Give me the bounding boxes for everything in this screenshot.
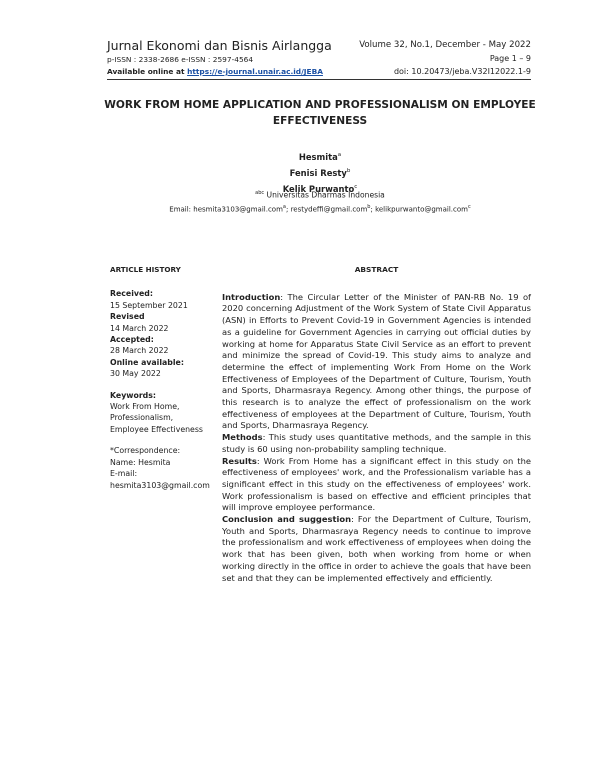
abstract-heading: ABSTRACT (354, 265, 399, 274)
author: Hesmita$^a$ (298, 151, 342, 162)
article-history-heading: ARTICLE HISTORY (110, 265, 181, 274)
received-label: Received: (110, 289, 153, 299)
online-label: Online available: (110, 357, 184, 367)
revised-date: 14 March 2022 (110, 323, 169, 333)
online-date: 30 May 2022 (110, 369, 161, 379)
revised-label: Revised (110, 312, 145, 322)
keyword: Work From Home, (110, 402, 180, 412)
author: Fenisi Resty$^b$ (289, 167, 351, 178)
author-list (100, 148, 540, 195)
available-label: Available online at (107, 67, 188, 76)
correspondence-label: *Correspondence: (110, 446, 181, 456)
author: Kelik Purwanto$^c$ (282, 183, 358, 194)
accepted-label: Accepted: (110, 335, 154, 345)
journal-name: Jurnal Ekonomi dan Bisnis Airlangga (107, 38, 332, 53)
issn-info: p-ISSN : 2338-2686 e-ISSN : 2597-4564 (107, 55, 254, 64)
affiliation: $^{abc}$ Universitas Dharmas Indonesia (255, 190, 385, 200)
paper-title (100, 97, 540, 129)
page-range: Page 1 – 9 (489, 54, 531, 63)
title-line-2: EFFECTIVENESS (272, 115, 368, 127)
abstract-introduction: Introduction: The Circular Letter of the Minister of PAN-RB No. 19 of 2020 concerning Adjustment of the Work System of State Civil Apparatus (ASN) in Efforts to Prevent Covid-19 in Government Agencies is intended as a guideline for Government Agencies in carrying out official duties by working at home for Apparatus State Civil Service as an effort to prevent and minimize the spread of Covid-19. This study aims to analyze and determine the effect of implementing Work From Home on the Work Effectiveness of Employees of the Department of Culture, Tourism, Youth and Sports, Dharmasraya Regency. Among other things, the purpose of this research is to analyze the effect of professionalism on the work effectiveness of employees at the Department of Culture, Tourism, Youth and Sports, Dharmasraya Regency. (222, 291, 531, 431)
article-history (110, 264, 220, 491)
correspondence-email[interactable]: hesmita3103@gmail.com (110, 480, 210, 490)
volume-info: Volume 32, No.1, December - May 2022 (359, 40, 531, 50)
correspondence-email-label: E-mail: (110, 469, 138, 479)
doi: doi: 10.20473/jeba.V32I12022.1-9 (393, 67, 531, 76)
keyword: Employee Effectiveness (110, 424, 203, 434)
abstract-results: Results: Work From Home has a significant effect in this study on the effectiveness of employees' work, and the Professionalism variable has a significant effect in this study on the effectiveness of employees' work. Work professionalism is based on effective and efficient principles that will improve employee performance. (222, 455, 531, 513)
received-date: 15 September 2021 (110, 300, 188, 310)
correspondence-name: Name: Hesmita (110, 457, 171, 467)
header-divider (107, 79, 531, 80)
abstract-methods: Methods: This study uses quantitative methods, and the sample in this study is 60 using non-probability sampling technique. (222, 432, 531, 454)
keyword: Professionalism, (110, 413, 174, 423)
title-line-1: WORK FROM HOME APPLICATION AND PROFESSIONALISM ON EMPLOYEE (104, 99, 536, 111)
keywords-label: Keywords: (110, 390, 157, 400)
accepted-date: 28 March 2022 (110, 346, 169, 356)
abstract (222, 264, 531, 584)
abstract-conclusion: Conclusion and suggestion: For the Department of Culture, Tourism, Youth and Sports, Dharmasraya Regency needs to continue to improve the professionalism and work effectiveness of employees when doing the work that has been given, both when working from home or when working directly in the office in order to achieve the goals that have been set and that they can be implemented effectively and efficiently. (222, 514, 531, 583)
author-emails: Email: hesmita3103@gmail.com$^a$; restydeffi@gmail.com$^b$; kelikpurwanto@gmail.com$^c$ (169, 204, 471, 214)
journal-link[interactable]: https://e-journal.unair.ac.id/JEBA (187, 67, 323, 76)
